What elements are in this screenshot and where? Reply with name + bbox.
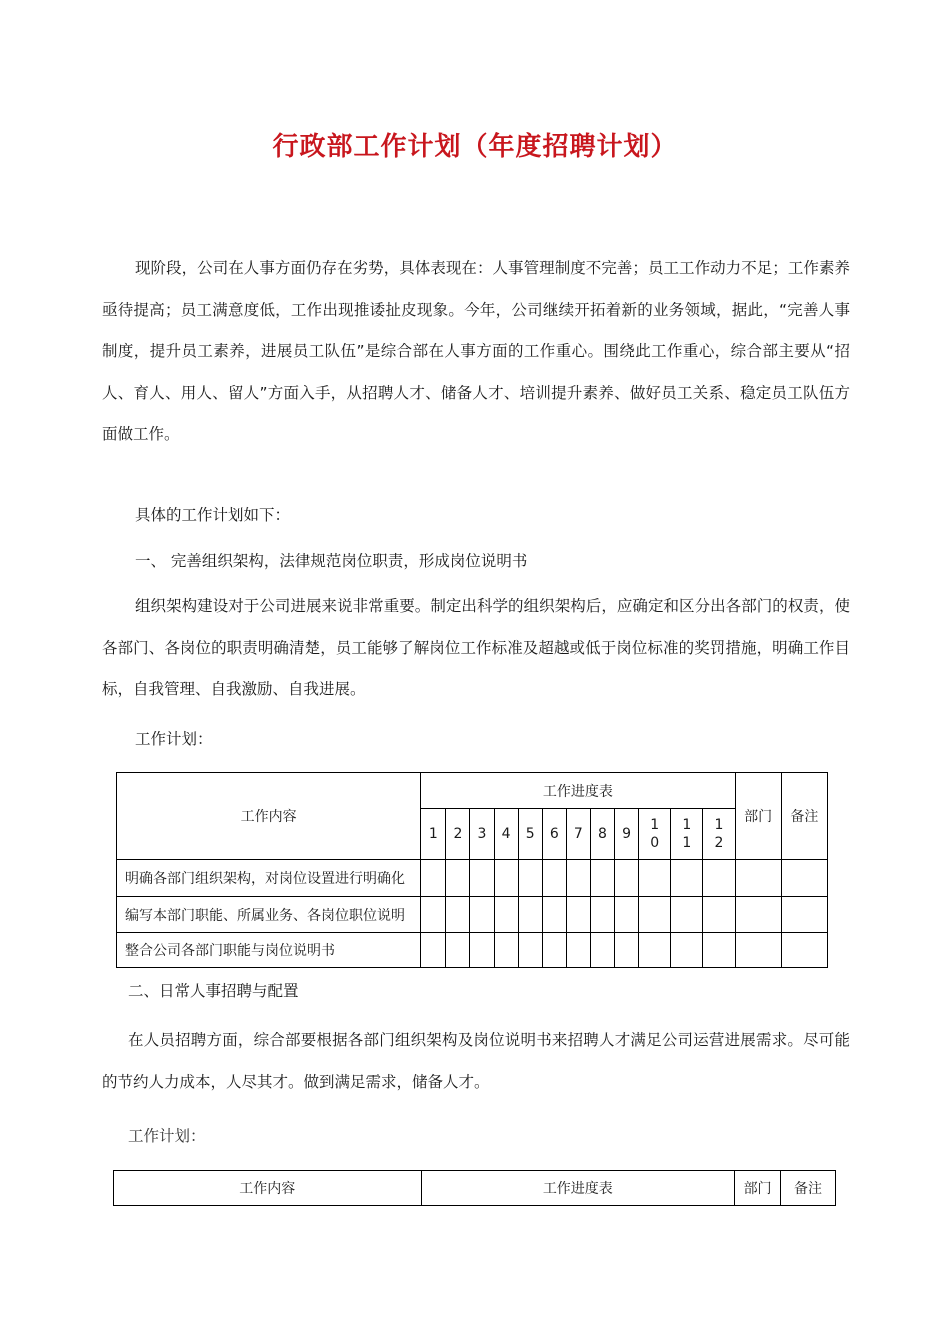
section1-body: 组织架构建设对于公司进展来说非常重要。制定出科学的组织架构后，应确定和区分出各部门的权责，使各部门、各岗位的职责明确清楚，员工能够了解岗位工作标准及超越或低于岗位标准的奖罚措施，明确工作目标，自我管理、自我激励、自我进展。 bbox=[102, 597, 850, 698]
month-9: 9 bbox=[615, 809, 639, 860]
table-row bbox=[117, 860, 828, 897]
header-note: 备注 bbox=[781, 773, 827, 860]
plan-intro: 具体的工作计划如下： bbox=[135, 506, 291, 524]
section2-plan-label: 工作计划： bbox=[128, 1127, 206, 1145]
table-row bbox=[117, 933, 828, 968]
month-6: 6 bbox=[542, 809, 566, 860]
month-7: 7 bbox=[566, 809, 590, 860]
month-2: 2 bbox=[446, 809, 470, 860]
row-content: 整合公司各部门职能与岗位说明书 bbox=[117, 933, 421, 968]
header-content: 工作内容 bbox=[114, 1171, 422, 1206]
section2-body: 在人员招聘方面，综合部要根据各部门组织架构及岗位说明书来招聘人才满足公司运营进展需求。尽可能的节约人力成本，人尽其才。做到满足需求，储备人才。 bbox=[102, 1031, 850, 1091]
month-10: 10 bbox=[639, 809, 671, 860]
row-content: 明确各部门组织架构，对岗位设置进行明确化 bbox=[117, 860, 421, 897]
section1-heading: 一、 完善组织架构，法律规范岗位职责，形成岗位说明书 bbox=[135, 552, 528, 570]
header-note: 备注 bbox=[781, 1171, 836, 1206]
intro-paragraph: 现阶段，公司在人事方面仍存在劣势，具体表现在：人事管理制度不完善；员工工作动力不足；工作素养亟待提高；员工满意度低，工作出现推诿扯皮现象。今年，公司继续开拓着新的业务领域，据此，“完善人事制度，提升员工素养，进展员工队伍”是综合部在人事方面的工作重心。围绕此工作重心，综合部主要从“招人、育人、用人、留人”方面入手，从招聘人才、储备人才、培训提升素养、做好员工关系、稳定员工队伍方面做工作。 bbox=[102, 259, 850, 443]
month-1: 1 bbox=[421, 809, 446, 860]
month-8: 8 bbox=[590, 809, 614, 860]
month-3: 3 bbox=[470, 809, 494, 860]
header-content: 工作内容 bbox=[117, 773, 421, 860]
month-12: 12 bbox=[703, 809, 735, 860]
row-content: 编写本部门职能、所属业务、各岗位职位说明 bbox=[117, 897, 421, 933]
section1-plan-table bbox=[116, 772, 828, 968]
header-dept: 部门 bbox=[735, 773, 781, 860]
section2-plan-table bbox=[113, 1170, 836, 1206]
month-11: 11 bbox=[671, 809, 703, 860]
section1-plan-label: 工作计划： bbox=[135, 730, 213, 748]
section2-heading: 二、日常人事招聘与配置 bbox=[128, 982, 299, 1000]
header-progress: 工作进度表 bbox=[421, 773, 735, 809]
month-5: 5 bbox=[518, 809, 542, 860]
document-title: 行政部工作计划（年度招聘计划） bbox=[272, 132, 678, 162]
header-progress: 工作进度表 bbox=[421, 1171, 735, 1206]
table-row bbox=[117, 897, 828, 933]
header-dept: 部门 bbox=[735, 1171, 781, 1206]
month-4: 4 bbox=[494, 809, 518, 860]
